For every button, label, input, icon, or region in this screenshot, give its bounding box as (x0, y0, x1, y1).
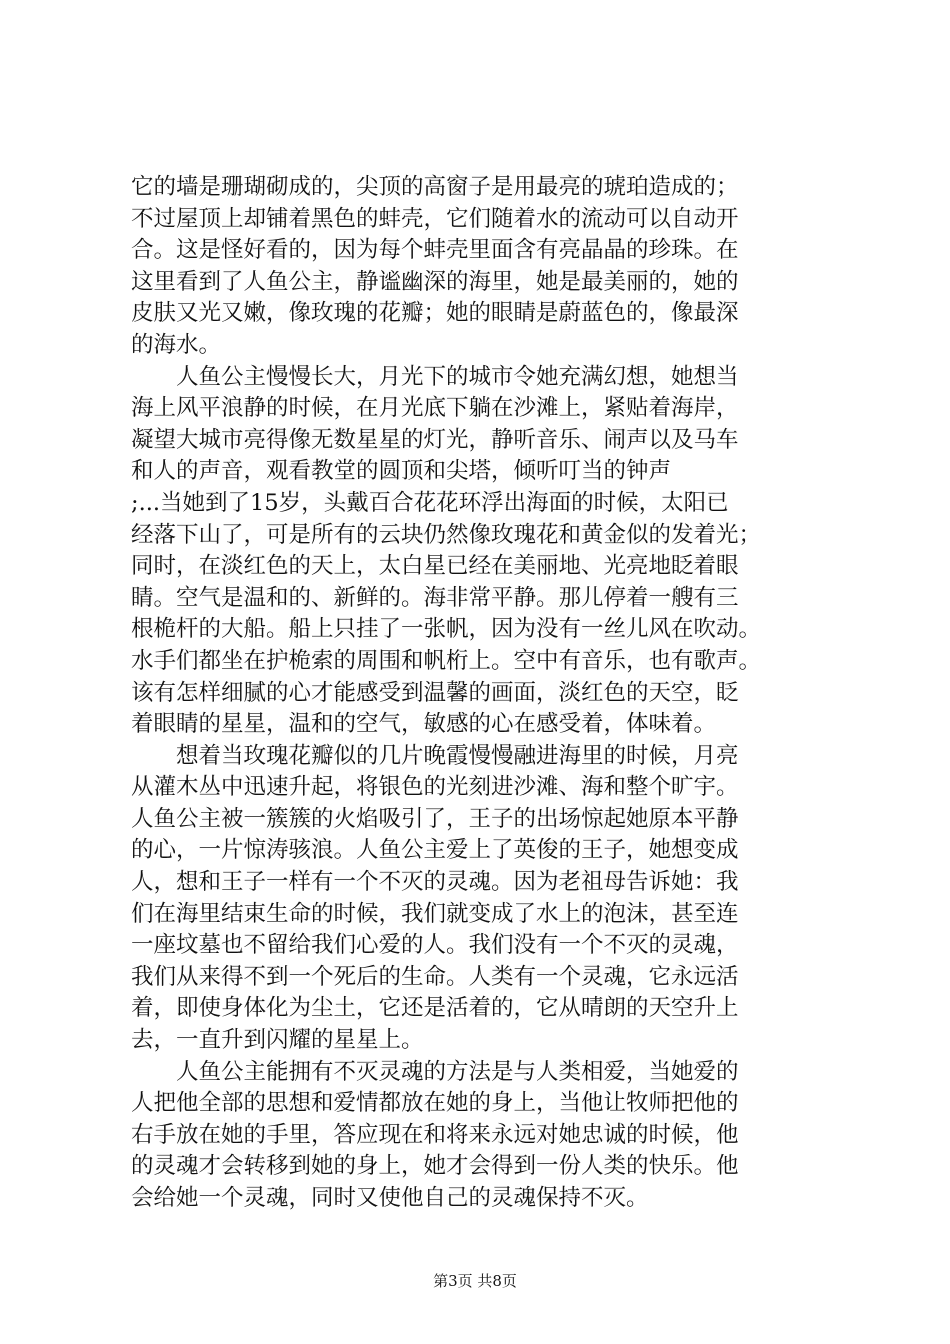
text-line: 我们从来得不到一个死后的生命。人类有一个灵魂，它永远活 (131, 963, 739, 990)
text-line: 和人的声音，观看教堂的圆顶和尖塔，倾听叮当的钟声 (131, 458, 672, 485)
text-line: 人鱼公主被一簇簇的火焰吸引了，王子的出场惊起她原本平静 (131, 805, 739, 832)
text-line: 水手们都坐在护桅索的周围和帆桁上。空中有音乐，也有歌声。 (131, 647, 762, 674)
text-line: 根桅杆的大船。船上只挂了一张帆，因为没有一丝儿风在吹动。 (131, 616, 762, 643)
text-line: 同时，在淡红色的天上，太白星已经在美丽地、光亮地眨着眼 (131, 553, 739, 580)
text-line: 着眼睛的星星，温和的空气，敏感的心在感受着，体味着。 (131, 711, 717, 738)
text-line: 它的墙是珊瑚砌成的，尖顶的高窗子是用最亮的琥珀造成的； (131, 174, 739, 200)
text-line: 会给她一个灵魂，同时又使他自己的灵魂保持不灭。 (131, 1185, 649, 1211)
text-line: ;...当她到了15岁，头戴百合花花环浮出海面的时候，太阳已 (131, 489, 729, 516)
text-line: 合。这是怪好看的，因为每个蚌壳里面含有亮晶晶的珍珠。在 (131, 237, 739, 264)
text-line: 想着当玫瑰花瓣似的几片晚霞慢慢融进海里的时候，月亮 (131, 742, 739, 769)
body-text (131, 172, 821, 1215)
text-line: 这里看到了人鱼公主，静谧幽深的海里，她是最美丽的，她的 (131, 268, 739, 295)
text-line: 人鱼公主慢慢长大，月光下的城市令她充满幻想，她想当 (131, 363, 739, 390)
text-line: 一座坟墓也不留给我们心爱的人。我们没有一个不灭的灵魂， (131, 932, 739, 959)
text-line: 去，一直升到闪耀的星星上。 (131, 1027, 424, 1054)
page-footer: 第3页 共8页 (433, 1272, 517, 1290)
text-line: 的灵魂才会转移到她的身上，她才会得到一份人类的快乐。他 (131, 1153, 739, 1180)
text-line: 人，想和王子一样有一个不灭的灵魂。因为老祖母告诉她：我 (131, 869, 739, 896)
text-line: 经落下山了，可是所有的云块仍然像玫瑰花和黄金似的发着光； (131, 521, 762, 548)
text-line: 们在海里结束生命的时候，我们就变成了水上的泡沫，甚至连 (131, 900, 739, 927)
text-line: 的海水。 (131, 331, 222, 358)
text-line: 该有怎样细腻的心才能感受到温馨的画面，淡红色的天空，眨 (131, 679, 739, 706)
text-line: 人把他全部的思想和爱情都放在她的身上，当他让牧师把他的 (131, 1090, 739, 1117)
text-line: 右手放在她的手里，答应现在和将来永远对她忠诚的时候，他 (131, 1121, 739, 1148)
text-line: 皮肤又光又嫩，像玫瑰的花瓣；她的眼睛是蔚蓝色的，像最深 (131, 300, 739, 327)
text-line: 人鱼公主能拥有不灭灵魂的方法是与人类相爱，当她爱的 (131, 1058, 739, 1085)
text-line: 的心，一片惊涛骇浪。人鱼公主爱上了英俊的王子，她想变成 (131, 837, 739, 864)
text-line: 着，即使身体化为尘土，它还是活着的，它从晴朗的天空升上 (131, 995, 739, 1022)
text-line: 凝望大城市亮得像无数星星的灯光，静听音乐、闹声以及马车 (131, 426, 739, 453)
text-line: 海上风平浪静的时候，在月光底下躺在沙滩上，紧贴着海岸， (131, 395, 739, 422)
text-line: 睛。空气是温和的、新鲜的。海非常平静。那儿停着一艘有三 (131, 584, 739, 611)
text-line: 从灌木丛中迅速升起，将银色的光刻进沙滩、海和整个旷宇。 (131, 774, 739, 801)
text-line: 不过屋顶上却铺着黑色的蚌壳，它们随着水的流动可以自动开 (131, 205, 739, 232)
